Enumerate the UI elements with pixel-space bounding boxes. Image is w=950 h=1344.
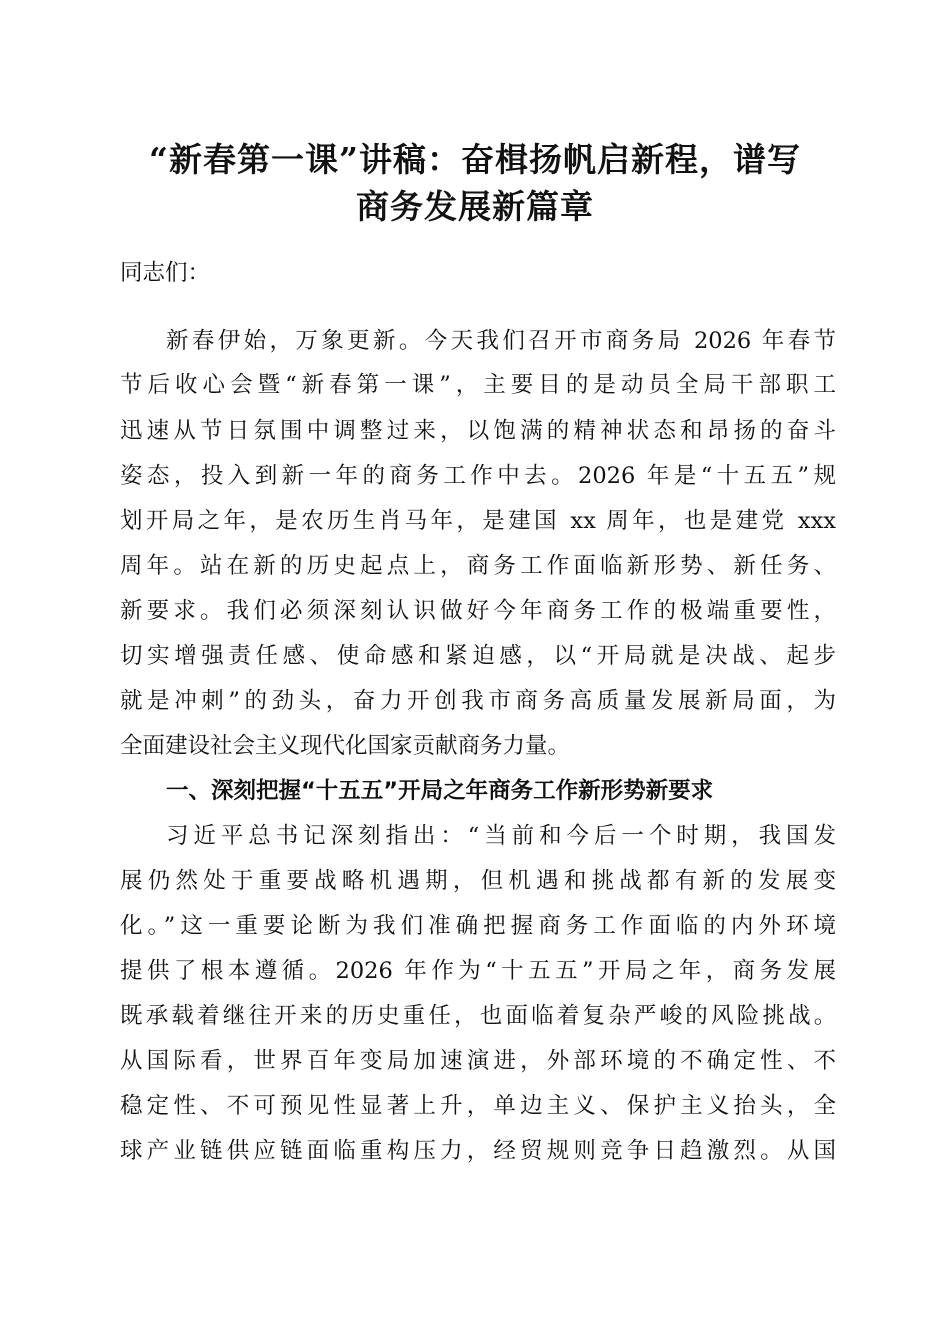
section-line: 球产业链供应链面临重构压力，经贸规则竞争日趋激烈。从国	[120, 1138, 836, 1164]
intro-line: 新要求。我们必须深刻认识做好今年商务工作的极端重要性，	[120, 598, 836, 624]
document-title-line-2: 商务发展新篇章	[356, 187, 594, 226]
intro-line: 全面建设社会主义现代化国家贡献商务力量。	[120, 733, 571, 759]
intro-line: 迅速从节日氛围中调整过来，以饱满的精神状态和昂扬的奋斗	[120, 418, 836, 444]
section-heading: 一、深刻把握“十五五”开局之年商务工作新形势新要求	[166, 778, 714, 804]
intro-line: 周年。站在新的历史起点上，商务工作面临新形势、新任务、	[120, 553, 836, 579]
intro-line: 切实增强责任感、使命感和紧迫感，以“开局就是决战、起步	[120, 643, 836, 669]
section-line: 展仍然处于重要战略机遇期，但机遇和挑战都有新的发展变	[120, 868, 836, 894]
section-line: 化。”这一重要论断为我们准确把握商务工作面临的内外环境	[120, 913, 836, 939]
intro-line: 划开局之年，是农历生肖马年，是建国 xx 周年，也是建党 xxx	[120, 508, 836, 534]
intro-line: 节后收心会暨“新春第一课”，主要目的是动员全局干部职工	[120, 372, 836, 398]
section-line: 提供了根本遵循。2026 年作为“十五五”开局之年，商务发展	[120, 958, 836, 984]
document-title-line-1: “新春第一课”讲稿：奋楫扬帆启新程，谱写	[149, 140, 801, 179]
section-line: 稳定性、不可预见性显著上升，单边主义、保护主义抬头，全	[120, 1093, 836, 1119]
intro-line: 就是冲刺”的劲头，奋力开创我市商务高质量发展新局面，为	[120, 688, 836, 714]
intro-line: 新春伊始，万象更新。今天我们召开市商务局 2026 年春节	[166, 328, 836, 354]
section-line: 既承载着继往开来的历史重任，也面临着复杂严峻的风险挑战。	[120, 1003, 836, 1029]
section-line: 习近平总书记深刻指出：“当前和今后一个时期，我国发	[166, 823, 836, 849]
section-line: 从国际看，世界百年变局加速演进，外部环境的不确定性、不	[120, 1048, 836, 1074]
salutation: 同志们：	[120, 260, 211, 286]
intro-line: 姿态，投入到新一年的商务工作中去。2026 年是“十五五”规	[120, 463, 836, 489]
